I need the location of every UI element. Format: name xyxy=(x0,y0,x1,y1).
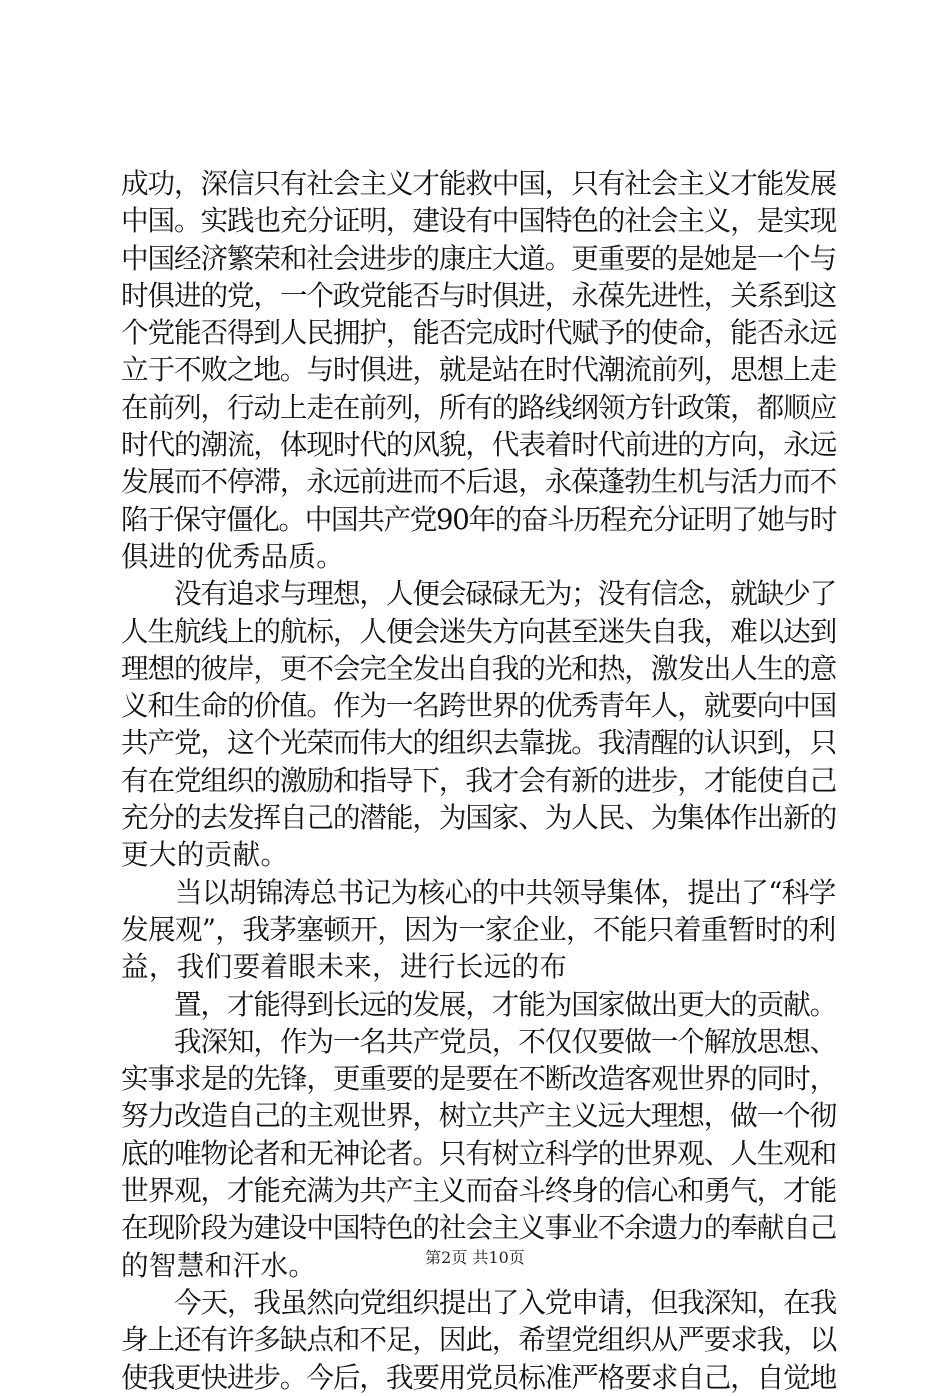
text-line: 在现阶段为建设中国特色的社会主义事业不余遗力的奉献自己 xyxy=(121,1211,837,1245)
text-line: 实事求是的先锋，更重要的是要在不断改造客观世界的同时， xyxy=(121,1062,837,1096)
text-line: 底的唯物论者和无神论者。只有树立科学的世界观、人生观和 xyxy=(121,1136,837,1170)
text-line: 理想的彼岸，更不会完全发出自我的光和热，激发出人生的意 xyxy=(121,651,837,685)
text-line: 中国经济繁荣和社会进步的康庄大道。更重要的是她是一个与 xyxy=(121,241,837,275)
page-footer: 第2页 共10页 xyxy=(425,1248,525,1267)
text-line: 世界观，才能充满为共产主义而奋斗终身的信心和勇气，才能 xyxy=(121,1174,837,1208)
text-line: 共产党，这个光荣而伟大的组织去靠拢。我清醒的认识到，只 xyxy=(121,726,837,760)
text-line: 使我更快进步。今后，我要用党员标准严格要求自己，自觉地 xyxy=(121,1360,837,1394)
text-line: 今天，我虽然向党组织提出了入党申请，但我深知，在我 xyxy=(121,1285,837,1319)
text-line: 有在党组织的激励和指导下，我才会有新的进步，才能使自己 xyxy=(121,763,837,797)
text-line: 陷于保守僵化。中国共产党90年的奋斗历程充分证明了她与时 xyxy=(121,502,836,536)
text-line: 人生航线上的航标，人便会迷失方向甚至迷失自我，难以达到 xyxy=(121,614,837,648)
text-line: 我深知，作为一名共产党员，不仅仅要做一个解放思想、 xyxy=(121,1024,837,1058)
text-line: 努力改造自己的主观世界，树立共产主义远大理想，做一个彻 xyxy=(121,1099,837,1133)
text-line: 益，我们要着眼未来，进行长远的布 xyxy=(121,950,568,984)
text-line: 身上还有许多缺点和不足，因此，希望党组织从严要求我，以 xyxy=(121,1323,837,1357)
text-line: 时代的潮流，体现时代的风貌，代表着时代前进的方向，永远 xyxy=(121,428,837,462)
text-line: 个党能否得到人民拥护，能否完成时代赋予的使命，能否永远 xyxy=(121,316,837,350)
text-line: 立于不败之地。与时俱进，就是站在时代潮流前列，思想上走 xyxy=(121,353,837,387)
text-line: 的智慧和汗水。 xyxy=(121,1248,317,1282)
text-line: 更大的贡献。 xyxy=(121,838,289,872)
text-line: 中国。实践也充分证明，建设有中国特色的社会主义，是实现 xyxy=(121,204,837,238)
text-line: 时俱进的党，一个政党能否与时俱进，永葆先进性，关系到这 xyxy=(121,278,837,312)
text-line: 当以胡锦涛总书记为核心的中共领导集体，提出了“科学 xyxy=(121,875,836,909)
text-line: 发展而不停滞，永远前进而不后退，永葆蓬勃生机与活力而不 xyxy=(121,465,837,499)
text-line: 成功，深信只有社会主义才能救中国，只有社会主义才能发展 xyxy=(121,167,837,200)
text-line: 置，才能得到长远的发展，才能为国家做出更大的贡献。 xyxy=(121,987,837,1021)
text-line: 在前列，行动上走在前列，所有的路线纲领方针政策，都顺应 xyxy=(121,390,837,424)
document-body xyxy=(121,165,836,1396)
text-line: 没有追求与理想，人便会碌碌无为；没有信念，就缺少了 xyxy=(121,577,837,611)
text-line: 义和生命的价值。作为一名跨世界的优秀青年人，就要向中国 xyxy=(121,689,837,723)
text-line: 发展观”，我茅塞顿开，因为一家企业，不能只着重暂时的利 xyxy=(121,912,836,946)
text-line: 充分的去发挥自己的潜能，为国家、为人民、为集体作出新的 xyxy=(121,801,837,835)
text-line: 俱进的优秀品质。 xyxy=(121,539,345,573)
